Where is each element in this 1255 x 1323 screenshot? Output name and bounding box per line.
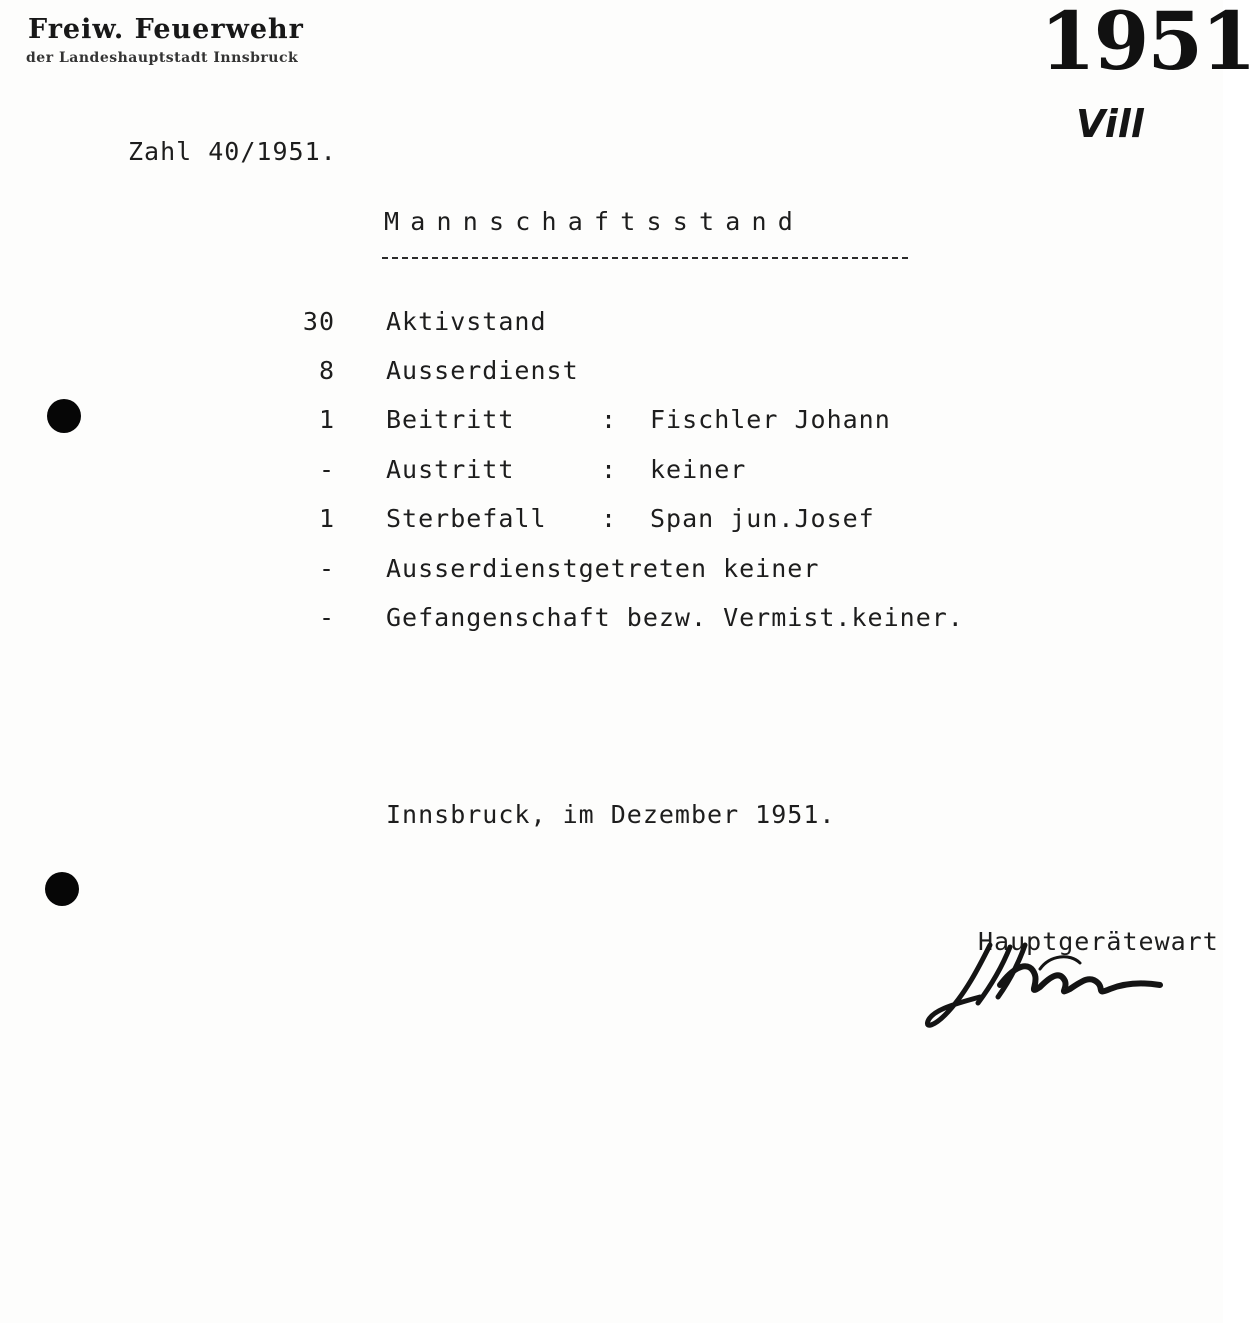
entry-label: Aktivstand [386,307,547,336]
entry-value: keiner [650,455,747,484]
list-item [0,554,1223,588]
document-title: Mannschaftsstand [384,207,805,236]
title-underline [382,257,908,259]
entry-label: Gefangenschaft bezw. Vermist.keiner. [386,603,964,632]
place-and-date: Innsbruck, im Dezember 1951. [386,800,836,829]
reference-number: Zahl 40/1951. [128,137,337,166]
entry-label: Ausserdienst [386,356,579,385]
list-item [0,307,1223,341]
handwritten-signature-icon [920,925,1180,1035]
entry-count: 8 [318,356,335,385]
entry-count: - [318,455,335,484]
signature-role: Hauptgerätewart [978,927,1219,956]
entry-count: - [318,603,335,632]
entry-value: Span jun.Josef [650,504,875,533]
entry-label: Austritt [386,455,515,484]
entry-colon: : [601,455,618,484]
stamp-organization: Freiw. Feuerwehr [28,14,304,45]
handwritten-note: Vill [1076,102,1144,146]
punch-hole-icon [47,399,81,433]
entry-count: 1 [318,504,335,533]
list-item [0,356,1223,390]
list-item [0,455,1223,489]
stamp-city: der Landeshauptstadt Innsbruck [26,50,299,66]
entry-count: 30 [302,307,335,336]
year-stamp: 1951 [1040,0,1255,88]
entry-colon: : [601,504,618,533]
entry-value: Fischler Johann [650,405,891,434]
entry-label: Sterbefall [386,504,547,533]
list-item [0,405,1223,439]
entry-colon: : [601,405,618,434]
punch-hole-icon [45,872,79,906]
entry-count: 1 [318,405,335,434]
list-item [0,603,1223,637]
entry-label: Beitritt [386,405,515,434]
entry-count: - [318,554,335,583]
list-item [0,504,1223,538]
entry-label: Ausserdienstgetreten keiner [386,554,820,583]
